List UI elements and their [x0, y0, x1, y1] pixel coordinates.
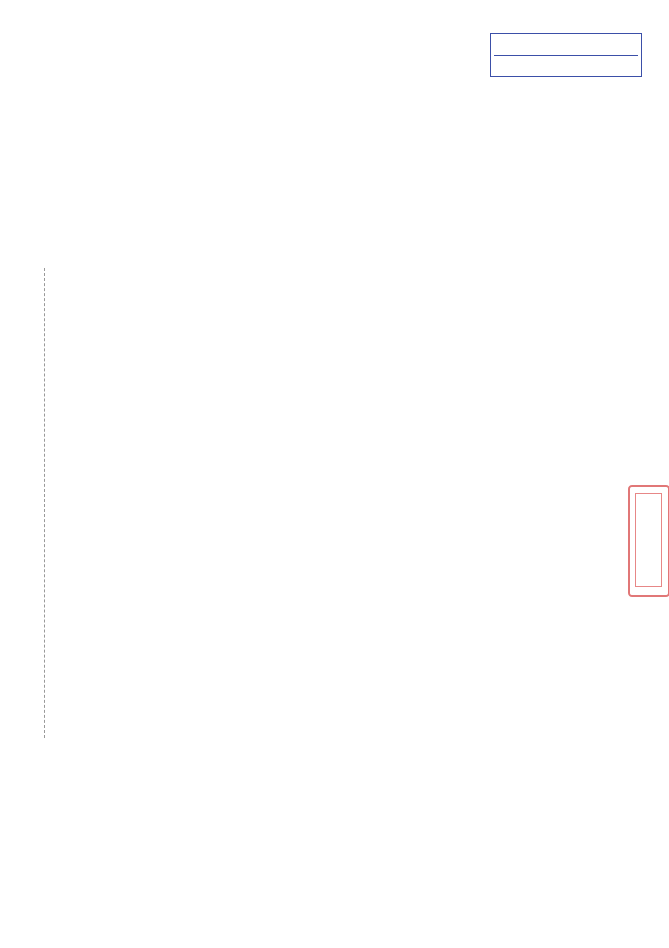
receipt-stamp — [490, 33, 642, 77]
receipt-date-row — [494, 34, 498, 54]
binding-line — [44, 268, 45, 738]
receipt-number-row — [494, 55, 638, 76]
official-seal — [628, 485, 669, 597]
seal-inner-border — [635, 493, 662, 587]
